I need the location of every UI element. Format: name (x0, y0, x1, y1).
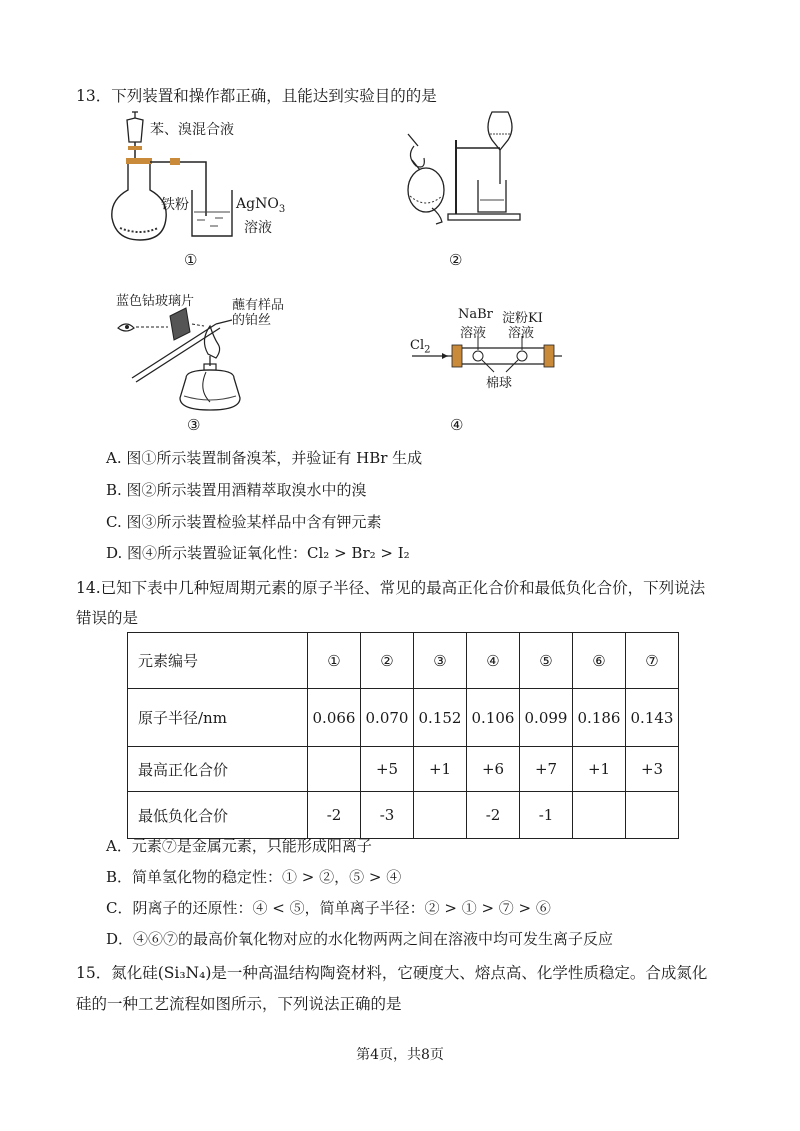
table-cell: -2 (467, 792, 520, 839)
table-cell: 0.066 (308, 689, 361, 747)
label-benzene-bromine: 苯、溴混合液 (150, 122, 234, 138)
column-header: ⑥ (573, 633, 626, 689)
table-cell: +3 (626, 747, 679, 792)
column-header: ② (361, 633, 414, 689)
table-row-element-number (128, 633, 679, 689)
question-14-stem-line1: 14.已知下表中几种短周期元素的原子半径、常见的最高正化合价和最低负化合价，下列说法 (76, 579, 706, 597)
table-cell (626, 792, 679, 839)
column-header: ③ (414, 633, 467, 689)
label-cobalt-glass: 蓝色钴玻璃片 (116, 294, 195, 309)
q14-option-b: B．简单氢化物的稳定性：① > ②，⑤ > ④ (106, 868, 402, 886)
label-starch-ki-solution: 溶液 (508, 326, 535, 341)
q14-option-a: A．元素⑦是金属元素，只能形成阳离子 (106, 837, 372, 855)
table-cell: 0.186 (573, 689, 626, 747)
label-platinum-wire-line2: 的铂丝 (232, 313, 272, 328)
table-cell: 0.106 (467, 689, 520, 747)
table-cell: +1 (573, 747, 626, 792)
q13-option-a: A. 图①所示装置制备溴苯，并验证有 HBr 生成 (106, 449, 423, 467)
column-header: ⑦ (626, 633, 679, 689)
question-15-line1: 15．氮化硅(Si₃N₄)是一种高温结构陶瓷材料，它硬度大、熔点高、化学性质稳定。合成氮化 (76, 964, 708, 982)
q14-option-c: C．阴离子的还原性：④ < ⑤，简单离子半径：② > ① > ⑦ > ⑥ (106, 899, 551, 917)
table-cell: 0.152 (414, 689, 467, 747)
table-cell: +1 (414, 747, 467, 792)
column-header: ④ (467, 633, 520, 689)
label-platinum-wire-line1: 蘸有样品 (232, 298, 285, 313)
table-cell: -2 (308, 792, 361, 839)
table-cell: -3 (361, 792, 414, 839)
element-table (127, 632, 679, 839)
figure-1-number: ① (184, 251, 198, 269)
table-cell: -1 (520, 792, 573, 839)
question-13-stem: 13．下列装置和操作都正确，且能达到实验目的的是 (76, 87, 437, 105)
label-cotton-ball: 棉球 (486, 376, 513, 391)
label-agno3: AgNO$_3$ (236, 196, 286, 215)
label-cl2: $Cl_2$ (410, 338, 431, 356)
table-cell (414, 792, 467, 839)
row-header: 最高正化合价 (128, 747, 308, 792)
table-row-atomic-radius (128, 689, 679, 747)
figure-3-number: ③ (187, 416, 201, 434)
column-header: ① (308, 633, 361, 689)
table-cell (308, 747, 361, 792)
q13-option-d: D. 图④所示装置验证氧化性：Cl₂ > Br₂ > I₂ (106, 544, 410, 562)
table-cell: +6 (467, 747, 520, 792)
label-iron-powder: 铁粉 (161, 197, 189, 213)
table-cell: +7 (520, 747, 573, 792)
row-header: 最低负化合价 (128, 792, 308, 839)
label-starch-ki: 淀粉KI (502, 311, 543, 326)
page-footer: 第4页，共8页 (356, 1047, 444, 1063)
table-cell (573, 792, 626, 839)
column-header: ⑤ (520, 633, 573, 689)
table-row-max-valence (128, 747, 679, 792)
question-14-stem-line2: 错误的是 (76, 609, 139, 627)
q13-option-b: B. 图②所示装置用酒精萃取溴水中的溴 (106, 481, 367, 499)
label-nabr: NaBr (458, 307, 493, 322)
table-row-min-valence (128, 792, 679, 839)
label-agno3-solution: 溶液 (244, 220, 272, 236)
label-nabr-solution: 溶液 (460, 326, 487, 341)
question-15-line2: 硅的一种工艺流程如图所示，下列说法正确的是 (76, 995, 402, 1013)
table-cell: 0.099 (520, 689, 573, 747)
table-cell: 0.143 (626, 689, 679, 747)
q13-option-c: C. 图③所示装置检验某样品中含有钾元素 (106, 513, 382, 531)
table-cell: +5 (361, 747, 414, 792)
table-cell: 0.070 (361, 689, 414, 747)
q14-option-d: D．④⑥⑦的最高价氧化物对应的水化物两两之间在溶液中均可发生离子反应 (106, 930, 614, 948)
figure-2-number: ② (449, 251, 463, 269)
figure-4-number: ④ (450, 416, 464, 434)
row-header: 元素编号 (128, 633, 308, 689)
row-header: 原子半径/nm (128, 689, 308, 747)
